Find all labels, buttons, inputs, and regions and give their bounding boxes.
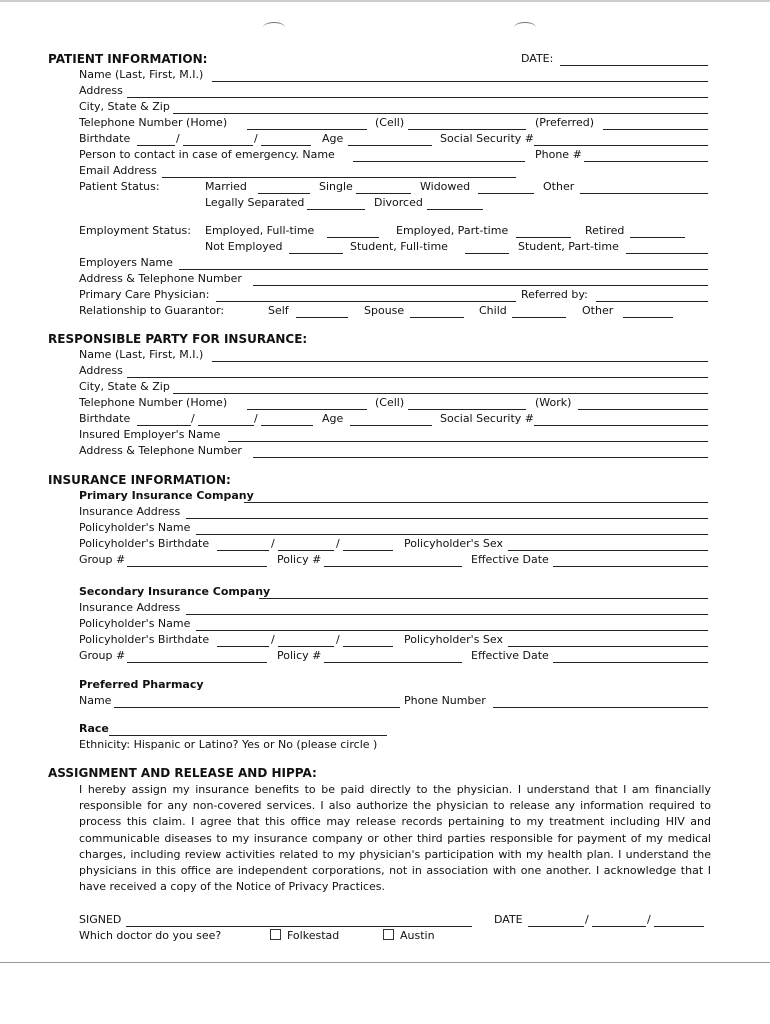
pharmacy-name-label: Name [79, 694, 112, 707]
retired-label: Retired [585, 224, 625, 237]
rel-other-label: Other [582, 304, 614, 317]
resp-phone-label: Telephone Number (Home) [79, 396, 228, 409]
patient-address-label: Address [79, 84, 123, 97]
secondary-insurance-label: Secondary Insurance Company [79, 585, 271, 598]
slash: / [271, 633, 275, 646]
rel-spouse-label: Spouse [364, 304, 405, 317]
resp-birth-month-field[interactable] [137, 425, 191, 426]
rel-child-label: Child [479, 304, 507, 317]
race-label: Race [79, 722, 109, 735]
resp-birth-year-field[interactable] [261, 425, 313, 426]
rel-other-field[interactable] [623, 317, 673, 318]
resp-city-label: City, State & Zip [79, 380, 170, 393]
resp-birth-day-field[interactable] [198, 425, 254, 426]
resp-cell-label: (Cell) [375, 396, 405, 409]
patient-name-label: Name (Last, First, M.I.) [79, 68, 204, 81]
patient-address-field[interactable] [127, 97, 708, 98]
secondary-holder-sex-label: Policyholder's Sex [404, 633, 503, 646]
primary-birth-month-field[interactable] [217, 550, 269, 551]
primary-holder-field[interactable] [196, 534, 708, 535]
primary-address-label: Insurance Address [79, 505, 181, 518]
ethnicity-question[interactable]: Ethnicity: Hispanic or Latino? Yes or No (please circle ) [79, 738, 378, 751]
not-employed-field[interactable] [289, 253, 343, 254]
patient-home-phone-field[interactable] [247, 129, 367, 130]
sign-year-field[interactable] [654, 926, 704, 927]
secondary-holder-label: Policyholder's Name [79, 617, 191, 630]
checkbox-icon[interactable] [270, 929, 281, 940]
pharmacy-phone-label: Phone Number [404, 694, 486, 707]
emergency-phone-field[interactable] [584, 161, 708, 162]
section-title-insurance: INSURANCE INFORMATION: [48, 473, 231, 487]
secondary-policy-label: Policy # [277, 649, 322, 662]
employer-name-label: Employers Name [79, 256, 173, 269]
birth-day-field[interactable] [183, 145, 253, 146]
patient-preferred-label: (Preferred) [535, 116, 595, 129]
employer-address-label: Address & Telephone Number [79, 272, 242, 285]
secondary-birth-day-field[interactable] [278, 646, 334, 647]
employer-address-field[interactable] [253, 285, 708, 286]
secondary-effective-field[interactable] [553, 662, 708, 663]
student-pt-field[interactable] [626, 253, 708, 254]
rel-self-field[interactable] [296, 317, 348, 318]
birth-month-field[interactable] [137, 145, 175, 146]
student-ft-field[interactable] [465, 253, 509, 254]
patient-preferred-field[interactable] [603, 129, 708, 130]
doctor-option-folkestad[interactable] [270, 929, 339, 943]
patient-age-field[interactable] [348, 145, 432, 146]
separated-label: Legally Separated [205, 196, 305, 209]
emergency-name-field[interactable] [353, 161, 525, 162]
doctor-folkestad-label: Folkestad [287, 929, 340, 942]
patient-city-field[interactable] [173, 113, 708, 114]
rel-self-label: Self [268, 304, 289, 317]
primary-effective-label: Effective Date [471, 553, 549, 566]
referred-label: Referred by: [521, 288, 588, 301]
slash: / [585, 913, 589, 926]
resp-address-label: Address [79, 364, 123, 377]
primary-holder-label: Policyholder's Name [79, 521, 191, 534]
patient-birthdate-label: Birthdate [79, 132, 131, 145]
race-field[interactable] [109, 735, 387, 736]
patient-ssn-field[interactable] [534, 145, 708, 146]
emergency-contact-label: Person to contact in case of emergency. Name [79, 148, 335, 161]
primary-address-field[interactable] [186, 518, 708, 519]
employment-status-label: Employment Status: [79, 224, 191, 237]
section-title-responsible: RESPONSIBLE PARTY FOR INSURANCE: [48, 332, 308, 346]
doctor-austin-label: Austin [400, 929, 435, 942]
employed-ft-label: Employed, Full-time [205, 224, 315, 237]
resp-ssn-field[interactable] [534, 425, 708, 426]
email-label: Email Address [79, 164, 157, 177]
patient-cell-field[interactable] [408, 129, 526, 130]
secondary-insurance-field[interactable] [259, 598, 708, 599]
slash: / [254, 412, 258, 425]
patient-status-label: Patient Status: [79, 180, 160, 193]
sign-date-label: DATE [494, 913, 523, 926]
employer-name-field[interactable] [179, 269, 708, 270]
resp-name-field[interactable] [212, 361, 708, 362]
secondary-group-label: Group # [79, 649, 126, 662]
resp-employer-label: Insured Employer's Name [79, 428, 221, 441]
student-pt-label: Student, Part-time [518, 240, 619, 253]
slash: / [647, 913, 651, 926]
secondary-effective-label: Effective Date [471, 649, 549, 662]
resp-employer-address-label: Address & Telephone Number [79, 444, 242, 457]
secondary-birth-year-field[interactable] [343, 646, 393, 647]
secondary-holder-sex-field[interactable] [508, 646, 708, 647]
rel-spouse-field[interactable] [410, 317, 464, 318]
secondary-holder-birthdate-label: Policyholder's Birthdate [79, 633, 210, 646]
resp-city-field[interactable] [173, 393, 708, 394]
primary-effective-field[interactable] [553, 566, 708, 567]
sign-day-field[interactable] [592, 926, 646, 927]
patient-cell-label: (Cell) [375, 116, 405, 129]
married-field[interactable] [258, 193, 310, 194]
slash: / [336, 537, 340, 550]
primary-birth-day-field[interactable] [278, 550, 334, 551]
sign-month-field[interactable] [528, 926, 584, 927]
divorced-label: Divorced [374, 196, 423, 209]
patient-city-label: City, State & Zip [79, 100, 170, 113]
punch-mark [514, 22, 536, 33]
widowed-label: Widowed [420, 180, 471, 193]
pharmacy-phone-field[interactable] [493, 707, 708, 708]
secondary-birth-month-field[interactable] [217, 646, 269, 647]
birth-year-field[interactable] [261, 145, 311, 146]
status-other-label: Other [543, 180, 575, 193]
secondary-address-field[interactable] [186, 614, 708, 615]
resp-employer-field[interactable] [228, 441, 708, 442]
slash: / [336, 633, 340, 646]
slash: / [271, 537, 275, 550]
primary-policy-field[interactable] [324, 566, 462, 567]
resp-cell-field[interactable] [408, 409, 526, 410]
pcp-field[interactable] [216, 301, 516, 302]
checkbox-icon[interactable] [383, 929, 394, 940]
secondary-address-label: Insurance Address [79, 601, 181, 614]
primary-holder-birthdate-label: Policyholder's Birthdate [79, 537, 210, 550]
referred-field[interactable] [596, 301, 708, 302]
resp-home-phone-field[interactable] [247, 409, 367, 410]
date-field[interactable] [560, 65, 708, 66]
resp-work-label: (Work) [535, 396, 572, 409]
resp-employer-address-field[interactable] [253, 457, 708, 458]
pcp-label: Primary Care Physician: [79, 288, 210, 301]
slash: / [254, 132, 258, 145]
primary-group-label: Group # [79, 553, 126, 566]
employed-pt-label: Employed, Part-time [396, 224, 509, 237]
pharmacy-label: Preferred Pharmacy [79, 678, 204, 691]
student-ft-label: Student, Full-time [350, 240, 448, 253]
doctor-question: Which doctor do you see? [79, 929, 222, 942]
widowed-field[interactable] [478, 193, 534, 194]
resp-address-field[interactable] [127, 377, 708, 378]
resp-age-label: Age [322, 412, 344, 425]
status-other-field[interactable] [580, 193, 708, 194]
secondary-policy-field[interactable] [324, 662, 462, 663]
single-label: Single [319, 180, 353, 193]
rel-child-field[interactable] [512, 317, 566, 318]
resp-ssn-label: Social Security # [440, 412, 534, 425]
divorced-field[interactable] [427, 209, 483, 210]
section-title-patient: PATIENT INFORMATION: [48, 52, 208, 66]
primary-policy-label: Policy # [277, 553, 322, 566]
patient-ssn-label: Social Security # [440, 132, 534, 145]
primary-holder-sex-label: Policyholder's Sex [404, 537, 503, 550]
resp-birthdate-label: Birthdate [79, 412, 131, 425]
patient-phone-label: Telephone Number (Home) [79, 116, 228, 129]
punch-mark [263, 22, 285, 33]
date-label: DATE: [521, 52, 554, 65]
retired-field[interactable] [630, 237, 685, 238]
married-label: Married [205, 180, 247, 193]
employed-pt-field[interactable] [516, 237, 571, 238]
secondary-holder-field[interactable] [196, 630, 708, 631]
primary-insurance-label: Primary Insurance Company [79, 489, 254, 502]
slash: / [176, 132, 180, 145]
signed-label: SIGNED [79, 913, 122, 926]
scan-edge [0, 0, 770, 2]
bottom-rule [0, 962, 770, 963]
not-employed-label: Not Employed [205, 240, 283, 253]
primary-insurance-field[interactable] [244, 502, 708, 503]
section-title-assignment: ASSIGNMENT AND RELEASE AND HIPPA: [48, 766, 317, 780]
slash: / [191, 412, 195, 425]
patient-age-label: Age [322, 132, 344, 145]
single-field[interactable] [356, 193, 411, 194]
pharmacy-name-field[interactable] [114, 707, 400, 708]
assignment-body: I hereby assign my insurance benefits to be paid directly to the physician. I understand that I am financially responsible for any non-covered services. I also authorize the physician to release any information required to process this claim. I agree that this office may release records pertaining to my treatment including HIV and communicable diseases to my insurance company or other third parties responsible for payment of my medical charges, including review activities related to my physician's participation with my health plan. I understand the physicians in this office are independent corporations, not in association with one another. I acknowledge that I have received a copy of the Notice of Privacy Practices. [79, 783, 711, 894]
resp-name-label: Name (Last, First, M.I.) [79, 348, 204, 361]
employed-ft-field[interactable] [327, 237, 379, 238]
doctor-option-austin[interactable] [383, 929, 435, 943]
signature-field[interactable] [126, 926, 472, 927]
primary-birth-year-field[interactable] [343, 550, 393, 551]
primary-group-field[interactable] [127, 566, 267, 567]
separated-field[interactable] [307, 209, 365, 210]
patient-name-field[interactable] [212, 81, 708, 82]
secondary-group-field[interactable] [127, 662, 267, 663]
resp-age-field[interactable] [350, 425, 432, 426]
relationship-label: Relationship to Guarantor: [79, 304, 225, 317]
emergency-phone-label: Phone # [535, 148, 582, 161]
primary-holder-sex-field[interactable] [508, 550, 708, 551]
email-field[interactable] [162, 177, 516, 178]
resp-work-field[interactable] [578, 409, 708, 410]
